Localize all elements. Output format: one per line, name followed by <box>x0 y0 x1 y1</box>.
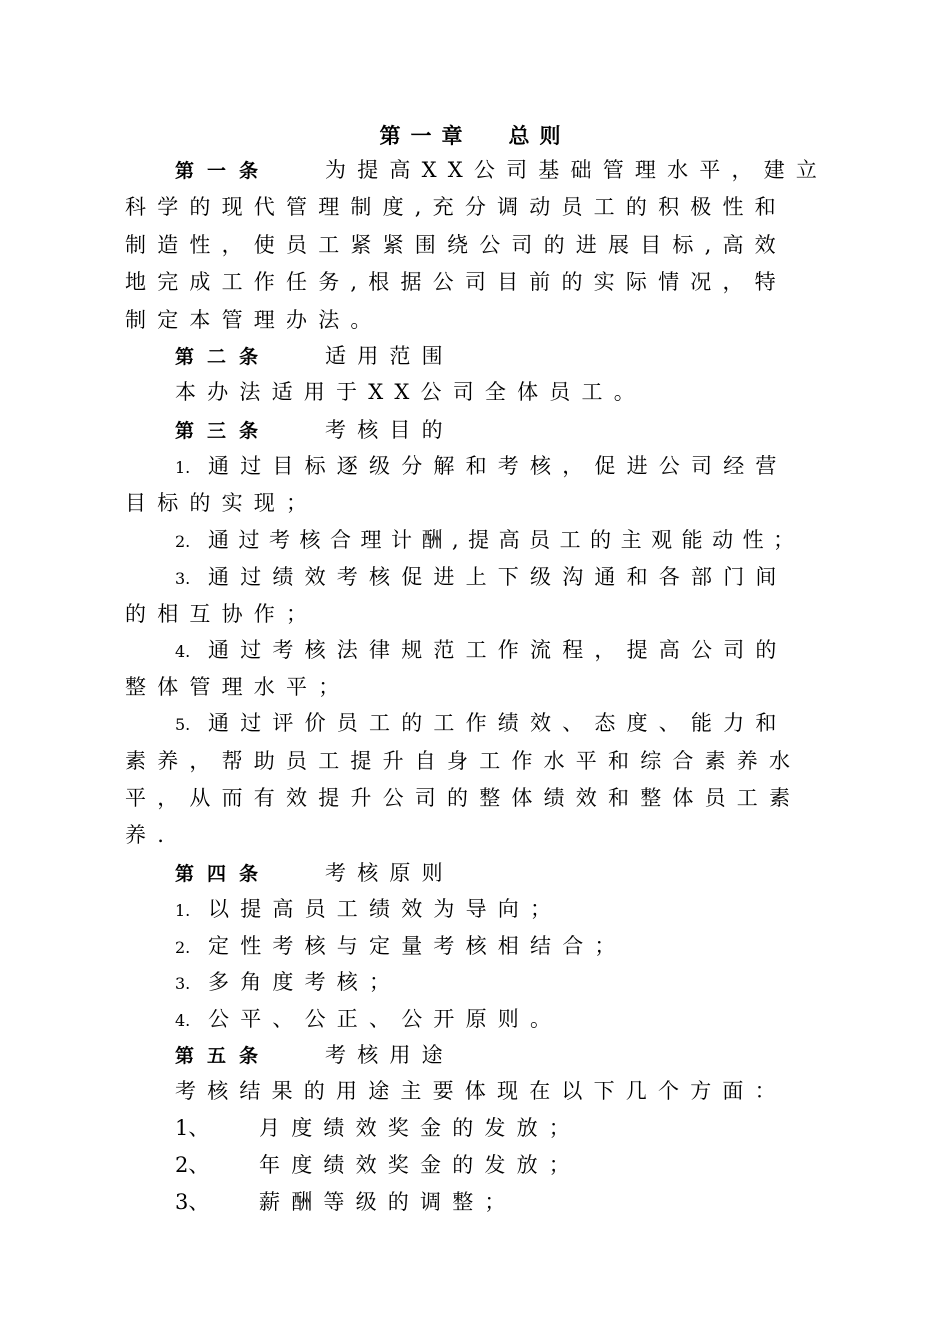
article-3-item-3-cont: 的相互协作； <box>125 602 319 626</box>
article-2-heading <box>175 338 875 375</box>
article-3-item-1-cont: 目标的实现； <box>125 491 319 515</box>
article-2-title: 适用范围 <box>325 344 454 368</box>
article-3-item-5-cont-3: 养. <box>125 823 176 847</box>
article-3-heading <box>175 412 875 449</box>
article-5-title: 考核用途 <box>325 1043 454 1067</box>
article-4-item-3: 3. 多角度考核； <box>175 970 402 994</box>
article-2-label: 第二条 <box>175 346 272 368</box>
article-4-title: 考核原则 <box>325 861 454 885</box>
article-3-item-5-cont-2: 平，从而有效提升公司的整体绩效和整体员工素 <box>125 786 802 810</box>
article-2-body: 本办法适用于XX公司全体员工。 <box>175 380 646 404</box>
chapter-number: 第一章 <box>379 123 473 148</box>
article-1-line-4: 地完成工作任务,根据公司目前的实际情况，特 <box>125 270 787 294</box>
article-3-item-4-cont: 整体管理水平； <box>125 675 351 699</box>
article-5-item-2: 2、 年度绩效奖金的发放； <box>175 1153 581 1177</box>
article-3-item-5: 5. 通过评价员工的工作绩效、态度、能力和 <box>175 711 788 735</box>
article-1-label: 第一条 <box>175 160 272 182</box>
article-4-heading <box>175 855 875 892</box>
article-5-item-3: 3、 薪酬等级的调整； <box>175 1190 517 1214</box>
article-5-item-1: 1、 月度绩效奖金的发放； <box>175 1116 581 1140</box>
article-3-item-2: 2. 通过考核合理计酬,提高员工的主观能动性； <box>175 528 804 552</box>
article-3-item-5-cont-1: 素养，帮助员工提升自身工作水平和综合素养水 <box>125 749 802 773</box>
article-4-item-1: 1. 以提高员工绩效为导向； <box>175 897 563 921</box>
chapter-heading <box>0 120 950 150</box>
article-4-item-4: 4. 公平、公正、公开原则。 <box>175 1007 563 1031</box>
article-5-label: 第五条 <box>175 1045 272 1067</box>
article-4-item-2: 2. 定性考核与定量考核相结合； <box>175 934 627 958</box>
chapter-title: 总则 <box>508 123 571 148</box>
article-3-item-1: 1. 通过目标逐级分解和考核，促进公司经营 <box>175 454 788 478</box>
article-5-heading <box>175 1037 875 1074</box>
article-1-line-3: 制造性，使员工紧紧围绕公司的进展目标,高效 <box>125 233 787 257</box>
article-5-intro: 考核结果的用途主要体现在以下几个方面： <box>175 1079 787 1103</box>
article-3-item-3: 3. 通过绩效考核促进上下级沟通和各部门间 <box>175 565 788 589</box>
article-1-line-2: 科学的现代管理制度,充分调动员工的积极性和 <box>125 195 787 219</box>
article-3-title: 考核目的 <box>325 418 454 442</box>
article-3-item-4: 4. 通过考核法律规范工作流程，提高公司的 <box>175 638 788 662</box>
article-4-label: 第四条 <box>175 863 272 885</box>
article-1-line-1: 第一条 为提高XX公司基础管理水平，建立 <box>175 152 875 189</box>
article-1-line-5: 制定本管理办法。 <box>125 308 383 332</box>
article-3-label: 第三条 <box>175 420 272 442</box>
